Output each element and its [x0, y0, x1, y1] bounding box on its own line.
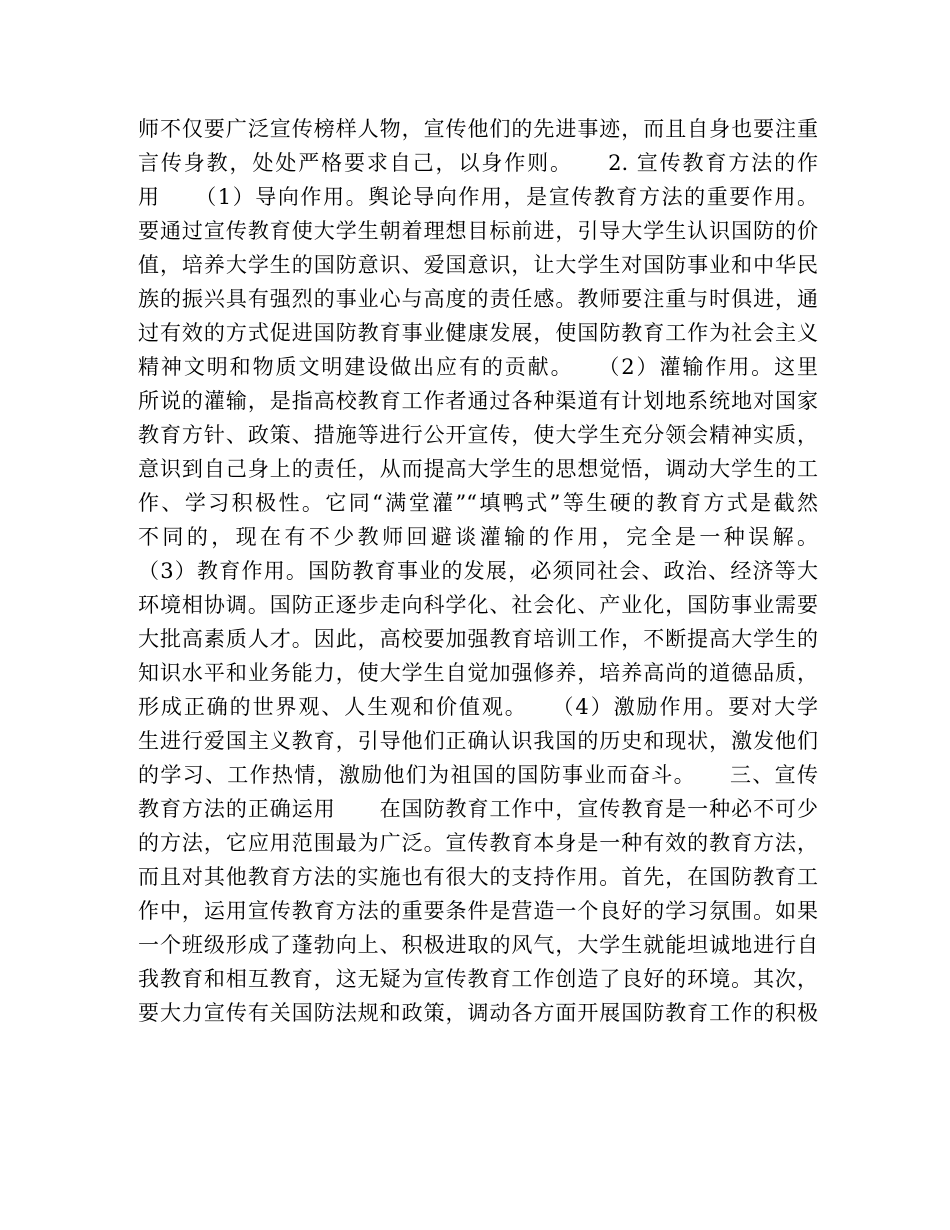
- text-line: 作、学习积极性。它同“满堂灌”“填鸭式”等生硬的教育方式是截然: [138, 491, 818, 515]
- text-line: 一个班级形成了蓬勃向上、积极进取的风气，大学生就能坦诚地进行自: [138, 933, 818, 957]
- text-line: 要大力宣传有关国防法规和政策，调动各方面开展国防教育工作的积极: [138, 1001, 818, 1025]
- text-line: 族的振兴具有强烈的事业心与高度的责任感。教师要注重与时俱进，通: [138, 287, 818, 311]
- text-line: 作中，运用宣传教育方法的重要条件是营造一个良好的学习氛围。如果: [138, 899, 818, 923]
- text-line: 教育方法的正确运用 在国防教育工作中，宣传教育是一种必不可少: [138, 797, 818, 821]
- text-line: 教育方针、政策、措施等进行公开宣传，使大学生充分领会精神实质，: [138, 423, 818, 447]
- text-line: 生进行爱国主义教育，引导他们正确认识我国的历史和现状，激发他们: [138, 729, 818, 753]
- text-line: 过有效的方式促进国防教育事业健康发展，使国防教育工作为社会主义: [138, 321, 818, 345]
- text-line: 大批高素质人才。因此，高校要加强教育培训工作，不断提高大学生的: [138, 627, 818, 651]
- text-line: 师不仅要广泛宣传榜样人物，宣传他们的先进事迹，而且自身也要注重: [138, 117, 818, 141]
- text-line: （3）教育作用。国防教育事业的发展，必须同社会、政治、经济等大: [138, 559, 818, 583]
- text-line: 形成正确的世界观、人生观和价值观。 （4）激励作用。要对大学: [138, 695, 818, 719]
- text-line: 精神文明和物质文明建设做出应有的贡献。 （2）灌输作用。这里: [138, 355, 818, 379]
- text-line: 言传身教，处处严格要求自己，以身作则。 2. 宣传教育方法的作: [138, 151, 818, 175]
- text-line: 的方法，它应用范围最为广泛。宣传教育本身是一种有效的教育方法，: [138, 831, 818, 855]
- text-line: 要通过宣传教育使大学生朝着理想目标前进，引导大学生认识国防的价: [138, 219, 818, 243]
- body-text: [138, 112, 818, 1030]
- text-line: 不同的，现在有不少教师回避谈灌输的作用，完全是一种误解。: [138, 525, 818, 549]
- text-line: 值，培养大学生的国防意识、爱国意识，让大学生对国防事业和中华民: [138, 253, 818, 277]
- text-line: 意识到自己身上的责任，从而提高大学生的思想觉悟，调动大学生的工: [138, 457, 818, 481]
- text-line: 知识水平和业务能力，使大学生自觉加强修养，培养高尚的道德品质，: [138, 661, 818, 685]
- text-line: 用 （1）导向作用。舆论导向作用，是宣传教育方法的重要作用。: [138, 185, 818, 209]
- text-line: 的学习、工作热情，激励他们为祖国的国防事业而奋斗。 三、宣传: [138, 763, 818, 787]
- text-line: 我教育和相互教育，这无疑为宣传教育工作创造了良好的环境。其次，: [138, 967, 818, 991]
- text-line: 所说的灌输，是指高校教育工作者通过各种渠道有计划地系统地对国家: [138, 389, 818, 413]
- text-line: 而且对其他教育方法的实施也有很大的支持作用。首先，在国防教育工: [138, 865, 818, 889]
- text-line: 环境相协调。国防正逐步走向科学化、社会化、产业化，国防事业需要: [138, 593, 818, 617]
